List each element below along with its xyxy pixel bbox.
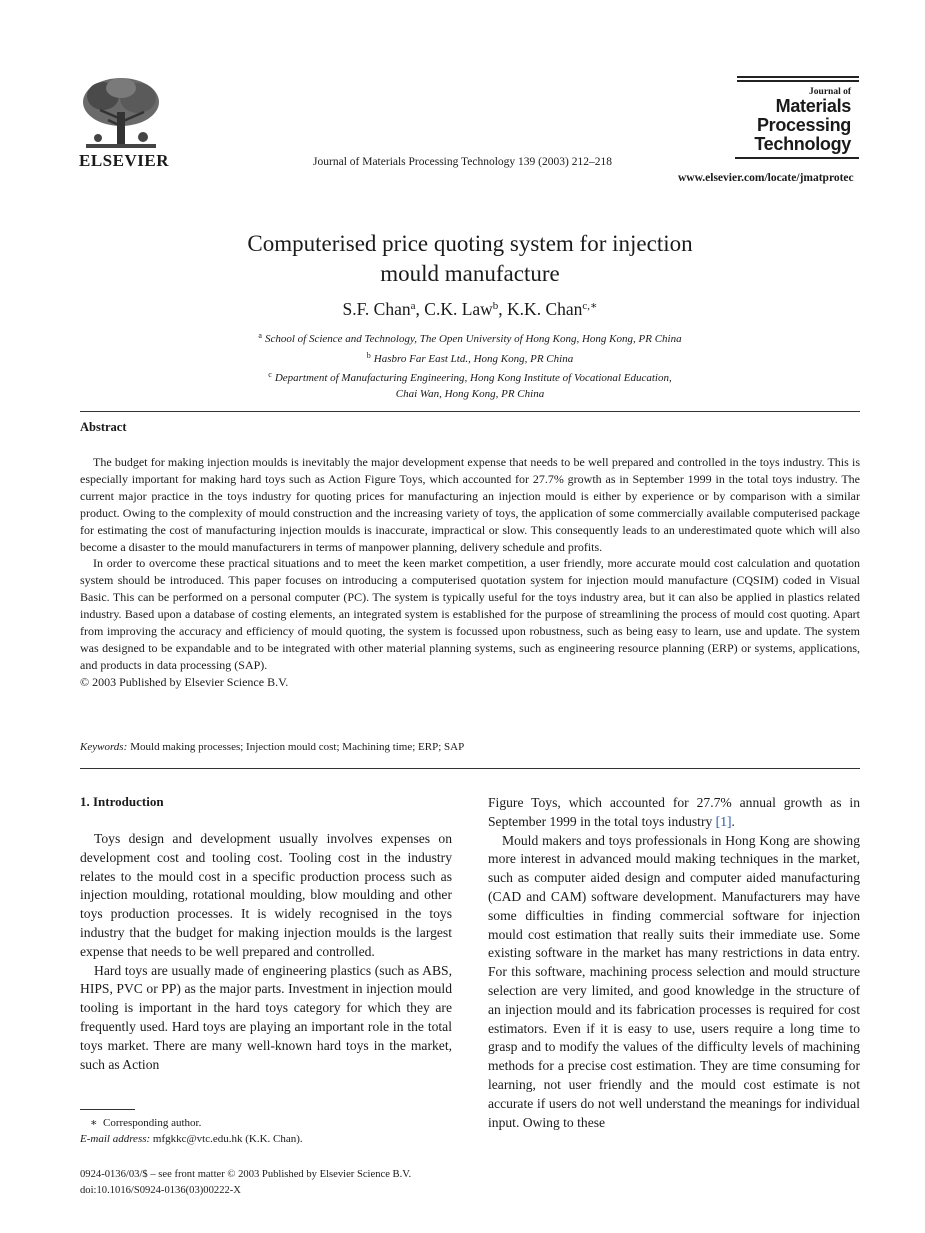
author-name: C.K. Law: [424, 299, 493, 319]
affiliation-text: Chai Wan, Hong Kong, PR China: [395, 387, 545, 400]
author-list: [0, 299, 925, 320]
journal-title-box: [737, 76, 859, 161]
abstract-body: [80, 454, 860, 691]
title-line: mould manufacture: [380, 261, 560, 286]
keywords-text: Mould making processes; Injection mould cost; Machining time; ERP; SAP: [130, 741, 465, 753]
title-line: Computerised price quoting system for injection: [247, 231, 693, 256]
journal-box-small: Journal of: [809, 87, 851, 97]
body-paragraph: [488, 794, 860, 832]
divider: [80, 768, 860, 769]
affiliation-line: [0, 387, 925, 403]
elsevier-tree-logo: [78, 74, 164, 156]
abstract-heading: Abstract: [80, 420, 127, 434]
author-affil-mark: c,∗: [582, 300, 598, 312]
author-affil-mark: a: [410, 300, 416, 312]
keywords: [80, 741, 464, 753]
affiliation-line: [0, 348, 925, 368]
paper-title: [0, 229, 925, 289]
body-text: .: [731, 813, 735, 829]
affiliation-text: School of Science and Technology, The Open University of Hong Kong, Hong Kong, PR China: [264, 333, 682, 345]
affiliation-text: Hasbro Far East Ltd., Hong Kong, PR China: [373, 352, 574, 365]
journal-box-line: Materials: [775, 96, 851, 116]
journal-box-line: Technology: [754, 134, 851, 154]
affiliation-mark: c: [268, 370, 272, 379]
keywords-label: Keywords:: [80, 741, 128, 753]
author-name: K.K. Chan: [507, 299, 583, 319]
divider: [80, 411, 860, 412]
citation-link[interactable]: [1]: [715, 813, 732, 829]
journal-url[interactable]: www.elsevier.com/locate/jmatprotec: [678, 172, 854, 184]
affiliation-mark: a: [258, 331, 262, 340]
author-affil-mark: b: [492, 300, 499, 312]
email-label: E-mail address:: [80, 1133, 151, 1145]
doi-line: doi:10.1016/S0924-0136(03)00222-X: [80, 1185, 241, 1196]
body-paragraph: Toys design and development usually involves expenses on development cost and tooling cost. Tooling cost in the industry relates to the mould cost in a specific production process such as injection moulding, rotational moulding, blow moulding and other toys production processes. It is widely recognised in the toys industry that the budget for making injection moulds is the largest expense that needs to be well prepared and controlled.: [80, 831, 452, 959]
footnotes: [80, 1115, 303, 1147]
affiliation-line: [0, 328, 925, 348]
journal-box-rule: [737, 80, 859, 82]
author-separator: ,: [415, 299, 425, 319]
affiliation-text: Department of Manufacturing Engineering, Hong Kong Institute of Vocational Education,: [274, 372, 672, 384]
journal-box-line: Processing: [756, 115, 851, 135]
body-paragraph: Mould makers and toys professionals in Hong Kong are showing more interest in advanced mould making techniques in the market, such as computer aided design and computer aided manufacturing (CAD and CAM) software development. Manufacturers may have some difficulties in finding commercial software for injection mould cost estimation that really suits their immediate use. Some existing software in the market has many restrictions in data entry. For this software, machining process selection and mould structure selection are very limited, and good knowledge in the structure of an injection mould and its fabrication processes is required for cost estimators. Even if it is easy to use, users require a long time to grasp and to modify the values of the difficulty levels of machining methods for a precise cost estimation. They are time consuming for learning, not user friendly and the mould cost estimate is not accurate if users do not well understand the meanings for individual input. Owing to these: [488, 832, 860, 1130]
abstract-paragraph: The budget for making injection moulds is inevitably the major development expense that needs to be well prepared and controlled in the toys industry. This is especially important for making hard toys such as Action Figure Toys, which accounted for 27.7% growth as in September 1999 in the total toys industry. The current major practice in the toys industry for quoting prices for manufacturing an injection mould is either by experience or by comparison with a similar product. Owing to the complexity of mould construction and the increasing variety of toys, the application of some commercially available computerised package for estimating the cost of manufacturing injection moulds is inaccurate, impractical or slow. This consequently leads to an underestimated quote which will also become a disaster to the mould manufacturers in terms of manpower planning, delivery schedule and profits.: [80, 455, 860, 554]
journal-citation: Journal of Materials Processing Technology 139 (2003) 212–218: [313, 156, 612, 168]
journal-box-rule: [735, 157, 859, 159]
body-paragraph: Hard toys are usually made of engineering plastics (such as ABS, HIPS, PVC or PP) as the major parts. Investment in injection mould tooling is important in the hard toys category for which they are frequently used. Hard toys are playing an important role in the total toys market. There are many well-known hard toys in the market, such as Action: [80, 962, 452, 1072]
footnote-rule: [80, 1109, 135, 1110]
journal-box-rule: [737, 76, 859, 78]
email-address[interactable]: mfgkkc@vtc.edu.hk (K.K. Chan).: [152, 1133, 303, 1145]
right-column: [488, 794, 860, 1132]
footnote-text: Corresponding author.: [102, 1117, 202, 1129]
left-column: [80, 830, 452, 1074]
footnote-mark: ∗: [90, 1117, 98, 1129]
footnote-email: [80, 1131, 303, 1147]
author-separator: ,: [498, 299, 508, 319]
copyright-line: © 2003 Published by Elsevier Science B.V.: [80, 674, 289, 689]
body-text: Figure Toys, which accounted for 27.7% annual growth as in September 1999 in the total toys industry: [488, 795, 860, 829]
affiliation-line: [0, 367, 925, 387]
footnote-corresponding: [80, 1115, 303, 1131]
abstract-paragraph: In order to overcome these practical situations and to meet the keen market competition, a user friendly, more accurate mould cost calculation and quotation system should be introduced. This paper focuses on introducing a computerised quotation system for injection mould manufacture (CQSIM) coded in Visual Basic. This can be performed on a personal computer (PC). The system is typically useful for the toys industry area, but it can also be applied in plastics related industry. Based upon a database of costing elements, an integrated system is established for the purpose of streamlining the process of mould cost quoting. Apart from improving the accuracy and efficiency of mould quoting, the system is focussed upon robustness, such as being easy to learn, use and update. The system was designed to be expandable and to be integrated with other material planning systems, such as engineering resource planning (ERP) or systems, applications, and products in data processing (SAP).: [80, 556, 860, 672]
affiliation-mark: b: [366, 350, 371, 360]
affiliations: [0, 328, 925, 402]
issn-line: 0924-0136/03/$ – see front matter © 2003 Published by Elsevier Science B.V.: [80, 1169, 412, 1180]
front-matter: [80, 1167, 411, 1199]
section-heading: 1. Introduction: [80, 794, 164, 809]
author-name: S.F. Chan: [342, 299, 411, 319]
publisher-name: ELSEVIER: [79, 151, 169, 170]
